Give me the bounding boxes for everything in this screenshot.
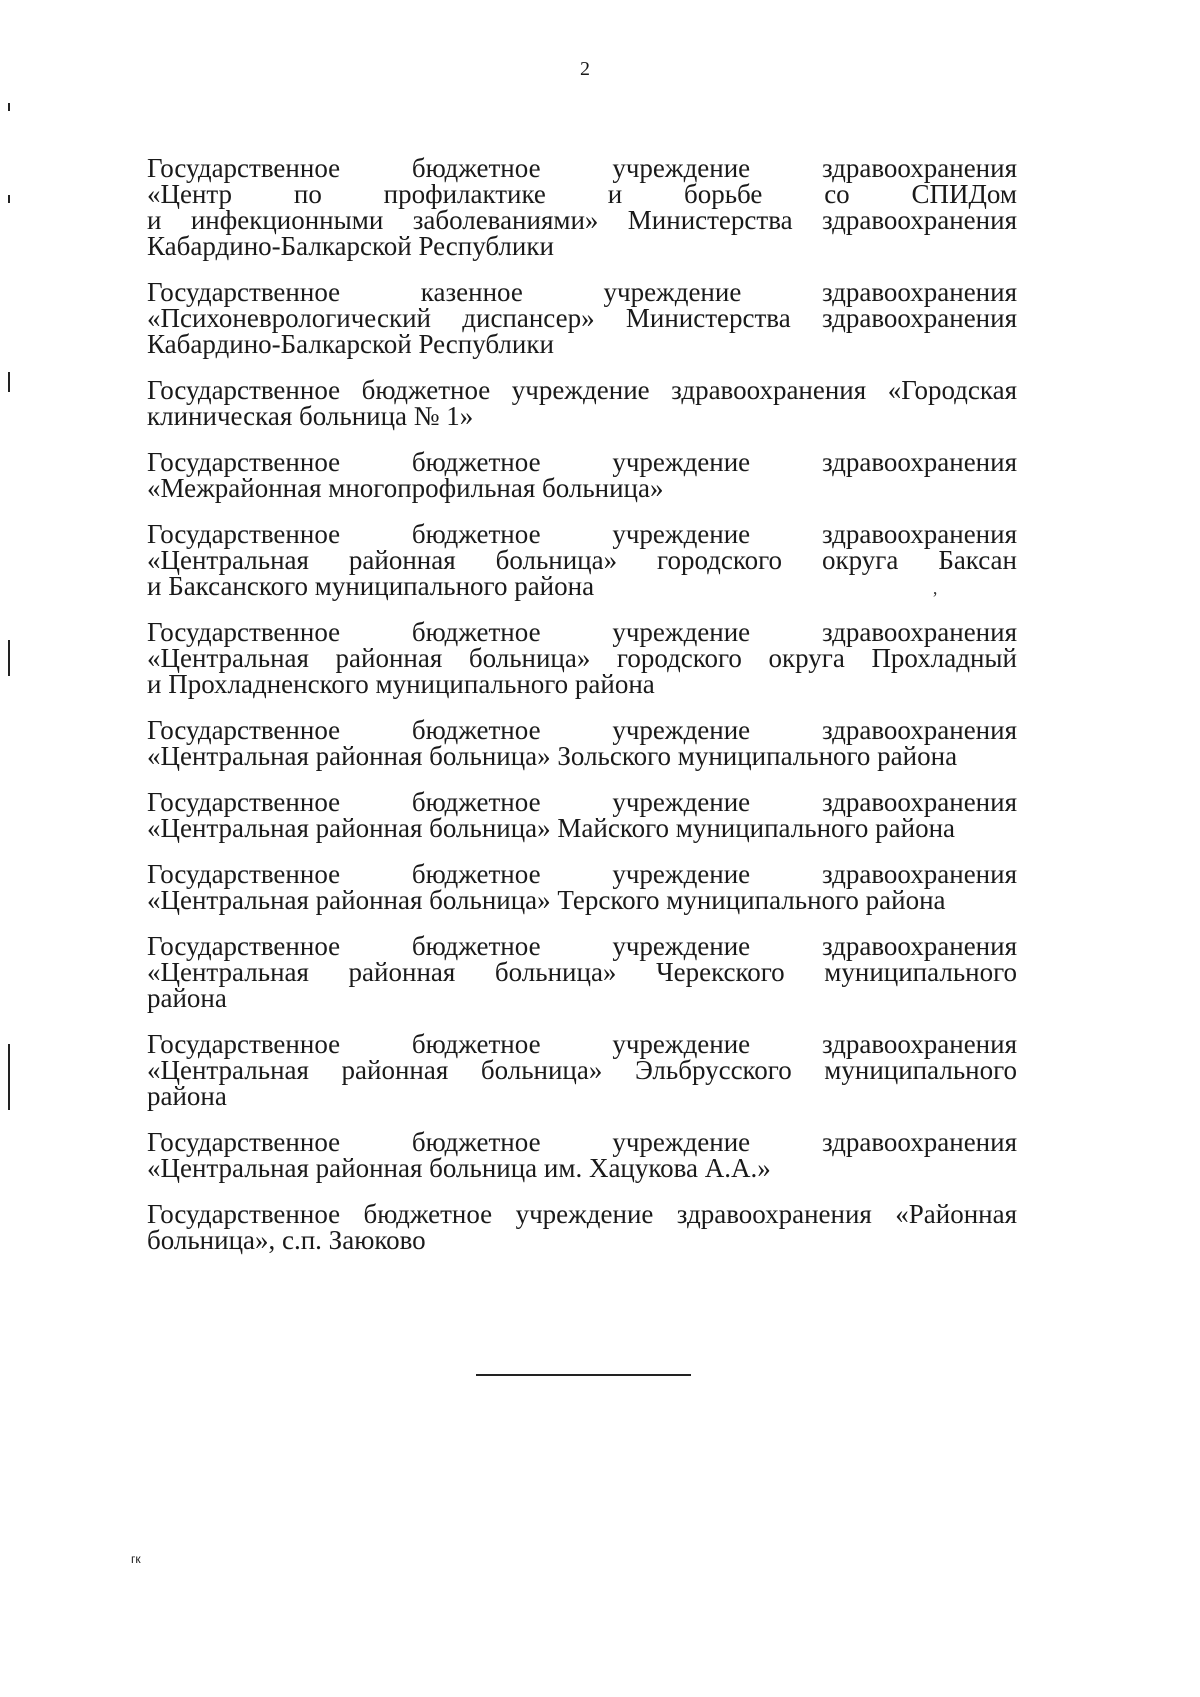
entry-line: «Центральная районная больница» Терского муниципального района [147, 885, 946, 915]
entry-line: Государственное бюджетное учреждение здравоохранения [147, 153, 1017, 183]
entry-line: клиническая больница № 1» [147, 401, 474, 431]
institution-entry [147, 1201, 1017, 1253]
entry-line: «Психоневрологический диспансер» Министерства здравоохранения [147, 303, 1017, 333]
institution-entry [147, 1129, 1017, 1181]
scan-mark [8, 372, 10, 392]
institution-entry [147, 155, 1017, 259]
institution-entry [147, 279, 1017, 357]
scan-mark [8, 103, 10, 111]
stray-mark: ʼ [932, 588, 938, 608]
entry-line: Государственное казенное учреждение здравоохранения [147, 277, 1017, 307]
entry-line: Государственное бюджетное учреждение здравоохранения [147, 859, 1017, 889]
scan-mark [8, 1044, 10, 1110]
institution-entry [147, 521, 1017, 599]
entry-line: больница», с.п. Заюково [147, 1225, 426, 1255]
institution-entry [147, 377, 1017, 429]
institution-entry [147, 933, 1017, 1011]
institution-entry [147, 789, 1017, 841]
page-number: 2 [580, 58, 590, 80]
entry-line: Государственное бюджетное учреждение здравоохранения «Районная [147, 1199, 1017, 1229]
entry-line: «Центральная районная больница» Зольского муниципального района [147, 741, 958, 771]
entry-line: Государственное бюджетное учреждение здравоохранения [147, 787, 1017, 817]
entry-line: и Прохладненского муниципального района [147, 669, 655, 699]
entry-line: и Баксанского муниципального района [147, 571, 595, 601]
institution-entry [147, 1031, 1017, 1109]
entry-line: Государственное бюджетное учреждение здравоохранения [147, 519, 1017, 549]
entry-line: района [147, 1081, 227, 1111]
entry-line: Государственное бюджетное учреждение здравоохранения [147, 617, 1017, 647]
entry-line: «Центральная районная больница» Эльбрусского муниципального [147, 1055, 1017, 1085]
entry-line: Государственное бюджетное учреждение здравоохранения [147, 715, 1017, 745]
institution-entry [147, 717, 1017, 769]
entry-line: «Центральная районная больница» городского округа Прохладный [147, 643, 1017, 673]
entry-line: Кабардино-Балкарской Республики [147, 231, 554, 261]
footer-mark: гк [131, 1552, 141, 1566]
entry-line: Государственное бюджетное учреждение здравоохранения [147, 931, 1017, 961]
entry-line: Государственное бюджетное учреждение здравоохранения [147, 447, 1017, 477]
entry-line: Государственное бюджетное учреждение здравоохранения [147, 1127, 1017, 1157]
entry-line: района [147, 983, 227, 1013]
entry-line: «Центральная районная больница» Майского муниципального района [147, 813, 956, 843]
entry-line: Государственное бюджетное учреждение здравоохранения «Городская [147, 375, 1017, 405]
scan-mark [8, 195, 10, 203]
institution-list [147, 155, 1017, 1273]
end-divider [476, 1374, 691, 1376]
entry-line: Государственное бюджетное учреждение здравоохранения [147, 1029, 1017, 1059]
entry-line: Кабардино-Балкарской Республики [147, 329, 554, 359]
entry-line: «Центр по профилактике и борьбе со СПИДом [147, 179, 1017, 209]
institution-entry [147, 619, 1017, 697]
entry-line: «Центральная районная больница им. Хацукова А.А.» [147, 1153, 771, 1183]
entry-line: «Центральная районная больница» городского округа Баксан [147, 545, 1017, 575]
institution-entry [147, 449, 1017, 501]
entry-line: «Центральная районная больница» Черекского муниципального [147, 957, 1017, 987]
institution-entry [147, 861, 1017, 913]
scan-mark [8, 640, 10, 676]
entry-line: «Межрайонная многопрофильная больница» [147, 473, 664, 503]
entry-line: и инфекционными заболеваниями» Министерства здравоохранения [147, 205, 1017, 235]
